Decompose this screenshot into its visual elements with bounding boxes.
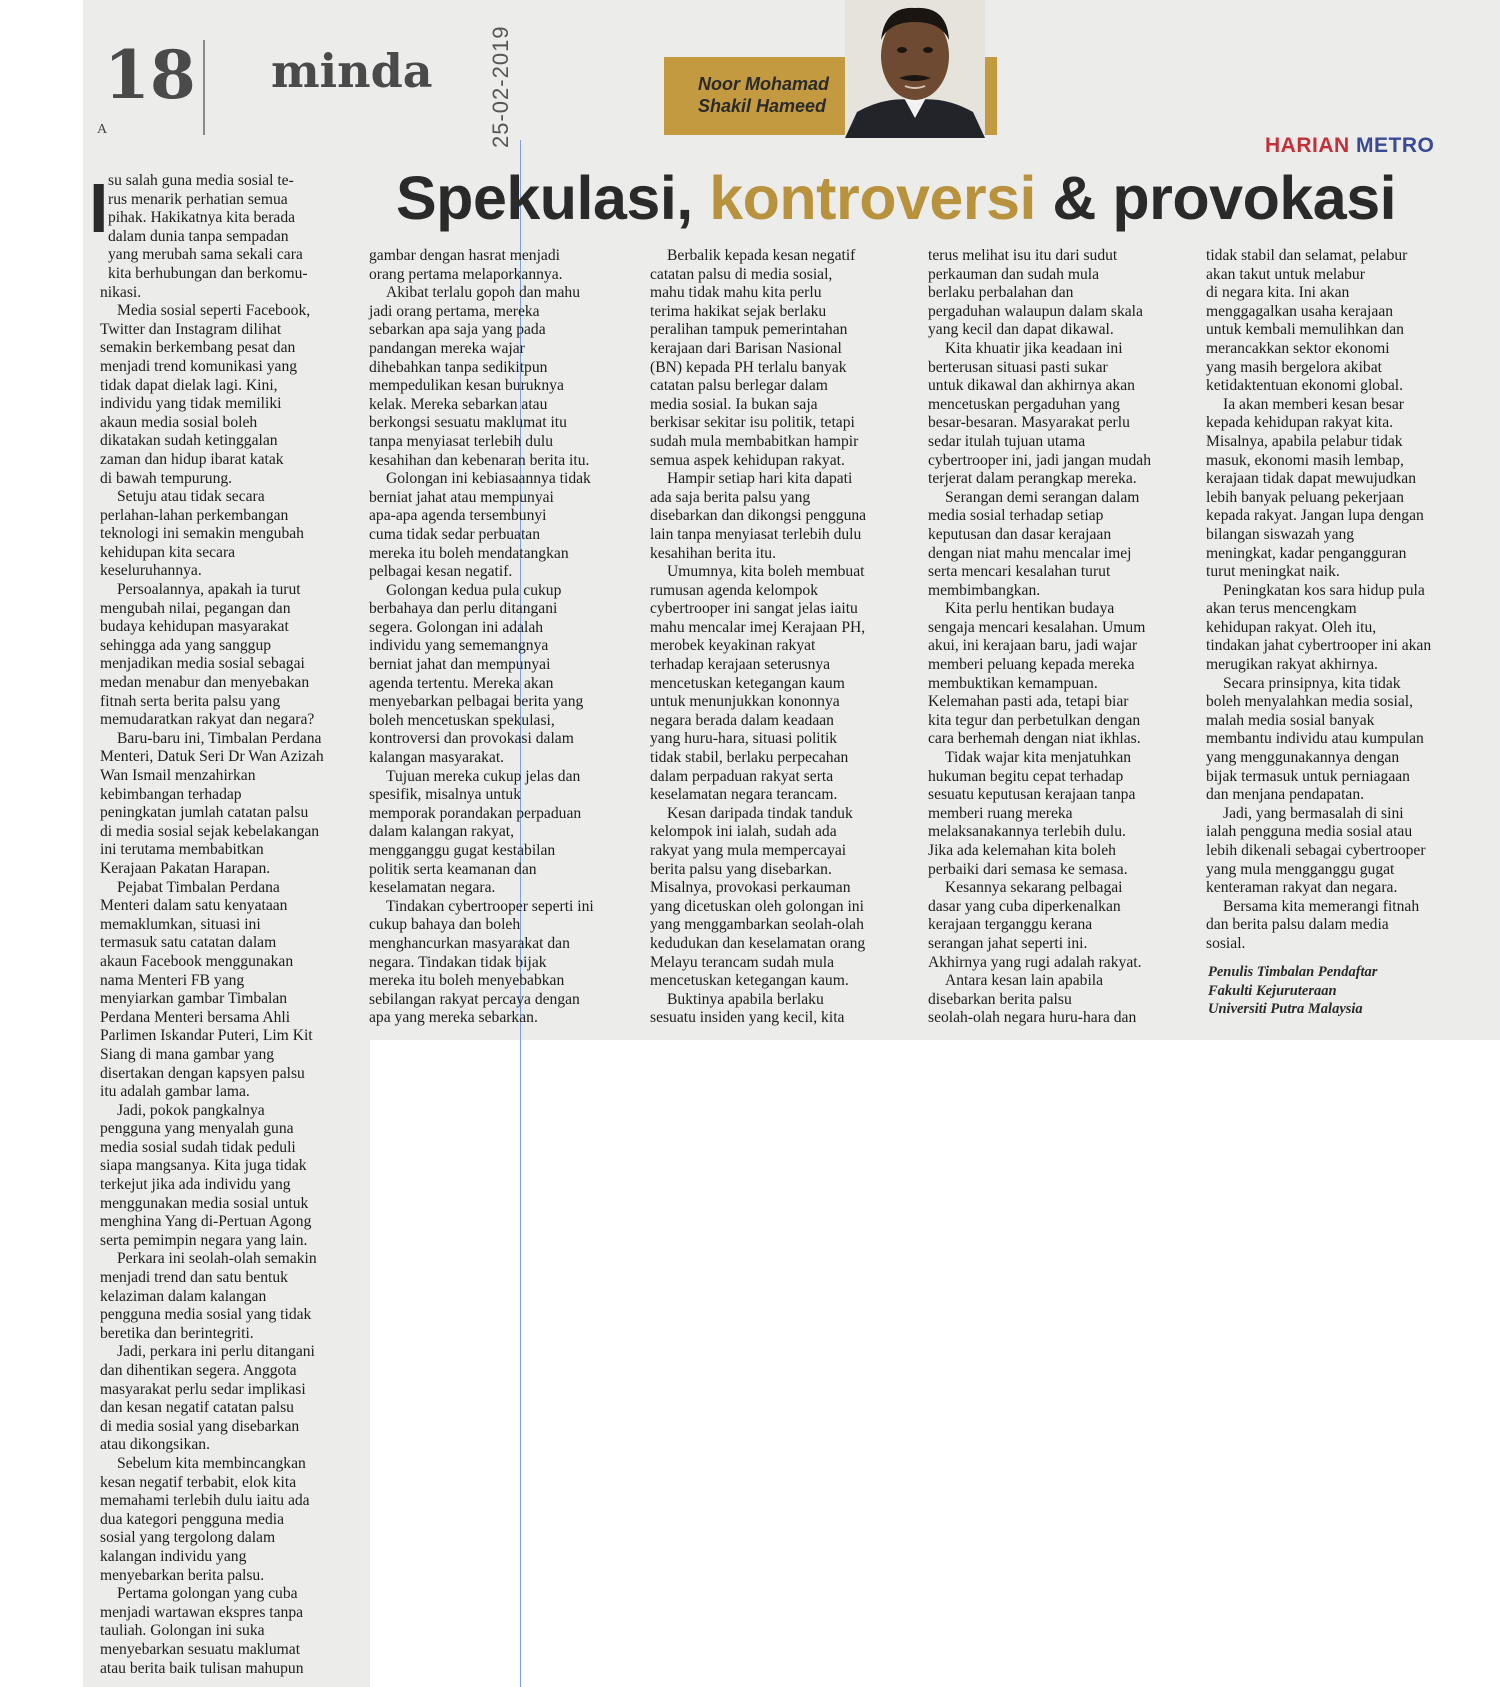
article-line: memaklumkan, situasi ini [100, 915, 261, 933]
article-line: dihebahkan tanpa sedikitpun [369, 358, 548, 376]
article-line: atau dikongsikan. [100, 1436, 211, 1454]
article-line: kehidupan rakyat. Oleh itu, [1206, 618, 1377, 636]
article-line: kedudukan dan keselamatan orang [650, 934, 866, 952]
article-line: su salah guna media sosial te- [108, 172, 294, 189]
article-line: keputusan dan dasar kerajaan [928, 525, 1112, 543]
article-line: menggunakan media sosial untuk [100, 1194, 309, 1212]
article-line: Jadi, perkara ini perlu ditangani [117, 1343, 315, 1361]
article-line: peralihan tampuk pemerintahan [650, 321, 848, 339]
article-line: dengan niat mahu mencalar imej [928, 544, 1132, 562]
article-line: menghina Yang di-Pertuan Agong [100, 1213, 312, 1231]
article-line: Antara kesan lain apabila [945, 972, 1104, 990]
article-line: perbaiki dari semasa ke semasa. [928, 860, 1128, 878]
article-line: pihak. Hakikatnya kita berada [108, 209, 296, 227]
article-line: meningkat, kadar pengangguran [1206, 544, 1407, 562]
article-line: Perdana Menteri bersama Ahli [100, 1008, 291, 1026]
article-line: perkauman dan sudah mula [928, 265, 1100, 283]
article-line: individu yang sememangnya [369, 637, 549, 655]
article-line: media sosial sudah tidak peduli [100, 1138, 296, 1156]
article-line: seolah-olah negara huru-hara dan [928, 1009, 1137, 1027]
article-line: kehidupan kita secara [100, 543, 236, 561]
article-line: tidak stabil dan selamat, pelabur [1206, 247, 1408, 264]
article-line: menghancurkan masyarakat dan [369, 934, 570, 952]
article-line: menjadi trend komunikasi yang [100, 357, 298, 375]
article-line: Akhirnya yang rugi adalah rakyat. [928, 953, 1142, 971]
article-line: Kita khuatir jika keadaan ini [945, 339, 1123, 357]
article-line: boleh menyalahkan media sosial, [1206, 693, 1413, 711]
article-line: terus melihat isu itu dari sudut [928, 247, 1118, 264]
article-line: menggagalkan usaha kerajaan [1206, 302, 1394, 320]
article-line: sosial. [1206, 934, 1246, 952]
headline-part2: kontroversi [709, 164, 1036, 232]
article-line: cybertrooper ini, jadi jangan mudah [928, 451, 1152, 469]
article-line: Kelemahan pasti ada, tetapi biar [928, 693, 1129, 711]
brand-logo-part2: METRO [1356, 134, 1435, 157]
article-line: negara berada dalam keadaan [650, 711, 834, 729]
article-line: Parlimen Iskandar Puteri, Lim Kit [100, 1027, 313, 1045]
article-line: disebarkan dan dikongsi pengguna [650, 507, 867, 525]
article-line: yang menggambarkan seolah-olah [650, 916, 864, 934]
article-line: zaman dan hidup ibarat katak [100, 450, 284, 468]
headline-part1: Spekulasi, [396, 164, 693, 232]
article-line: akaun media sosial boleh [100, 413, 258, 431]
article-line: Siang di mana gambar yang [100, 1045, 275, 1063]
article-line: mengganggu gugat kestabilan [369, 842, 556, 859]
article-line: Pejabat Timbalan Perdana [117, 878, 280, 896]
article-line: Bersama kita memerangi fitnah [1223, 897, 1420, 915]
article-line: untuk dikawal dan akhirnya akan [928, 377, 1135, 395]
article-line: pergaduhan walaupun dalam skala [928, 302, 1143, 320]
article-line: peningkatan jumlah catatan palsu [100, 804, 309, 822]
article-line: bilangan siswazah yang [1206, 525, 1355, 543]
article-line: masuk, ekonomi masih lembap, [1206, 451, 1404, 469]
article-line: turut meningkat naik. [1206, 563, 1340, 581]
print-date: 25-02-2019 [488, 25, 513, 148]
article-line: Menteri, Datuk Seri Dr Wan Azizah [100, 748, 324, 766]
article-line: kesahihan berita itu. [650, 544, 777, 562]
article-line: berlaku perbalahan dan [928, 284, 1074, 302]
article-line: tidak dapat dielak lagi. Kini, [100, 376, 278, 394]
article-line: Kita perlu hentikan budaya [945, 600, 1115, 618]
author-name [698, 73, 829, 117]
article-line: semua aspek kehidupan rakyat. [650, 451, 845, 469]
article-line: beretika dan berintegriti. [100, 1324, 254, 1342]
article-line: kalangan individu yang [100, 1547, 247, 1565]
article-line: tidak stabil, berlaku perpecahan [650, 749, 849, 767]
article-line: siapa mangsanya. Kita juga tidak [100, 1157, 307, 1175]
article-line: negara. Tindakan tidak bijak [369, 953, 547, 971]
author-name-line2: Shakil Hameed [698, 96, 827, 116]
article-line: keselamatan negara. [369, 879, 496, 897]
article-line: disertakan dengan kapsyen palsu [100, 1064, 305, 1082]
article-line: tindakan jahat cybertrooper ini akan [1206, 637, 1432, 655]
article-headline [396, 164, 1397, 232]
article-line: berterusan situasi pasti sukar [928, 358, 1108, 376]
article-line: berkisar sekitar isu politik, tetapi [650, 414, 855, 432]
article-line: tanpa menyiasat terlebih dulu [369, 432, 554, 450]
article-line: kita tegur dan perbetulkan dengan [928, 711, 1141, 729]
article-line: dan berita palsu dalam media [1206, 916, 1389, 934]
article-line: mempedulikan kesan buruknya [369, 377, 564, 395]
article-line: kita berhubungan dan berkomu- [108, 264, 308, 282]
article-line: memberi ruang mereka [928, 804, 1073, 822]
article-line: keselamatan negara terancam. [650, 786, 838, 804]
brand-logo-part1: HARIAN [1265, 134, 1350, 157]
article-line: cara berhemah dengan niat ikhlas. [928, 730, 1141, 748]
article-column-1 [100, 172, 340, 1678]
article-line: kontroversi dan provokasi dalam [369, 730, 574, 748]
article-line: dalam kalangan rakyat, [369, 823, 515, 841]
article-line: keseluruhannya. [100, 562, 202, 580]
article-line: dalam perpaduan rakyat serta [650, 767, 834, 785]
article-line: kelaziman dalam kalangan [100, 1287, 267, 1305]
article-line: agenda tertentu. Mereka akan [369, 674, 554, 692]
article-line: kelak. Mereka sebarkan atau [369, 395, 548, 413]
article-line: merugikan rakyat akhirnya. [1206, 656, 1378, 674]
article-line: akan takut untuk melabur [1206, 265, 1365, 283]
article-line: membuktikan kemampuan. [928, 674, 1098, 692]
article-line: yang kecil dan dapat dikawal. [928, 321, 1114, 339]
article-line: di media sosial sejak kebelakangan [100, 822, 320, 840]
article-line: masyarakat perlu sedar implikasi [100, 1380, 306, 1398]
header-divider [203, 40, 205, 135]
article-line: semakin berkembang pesat dan [100, 339, 296, 357]
article-line: serta mencari kesalahan turut [928, 563, 1111, 581]
article-line: kesahihan dan kebenaran berita itu. [369, 451, 590, 469]
article-line: Ia akan memberi kesan besar [1223, 395, 1404, 413]
article-line: Pertama golongan yang cuba [117, 1585, 298, 1603]
author-name-line1: Noor Mohamad [698, 74, 830, 94]
article-line: memudaratkan rakyat dan negara? [100, 711, 315, 729]
article-line: cuma tidak sedar perbuatan [369, 525, 541, 543]
article-line: sudah mula membabitkan hampir [650, 432, 859, 450]
article-line: Tidak wajar kita menjatuhkan [945, 749, 1132, 767]
article-line: terjerat dalam perangkap mereka. [928, 470, 1137, 488]
article-line: dan dihentikan segera. Anggota [100, 1362, 297, 1379]
article-line: malah media sosial banyak [1206, 711, 1375, 729]
article-line: mereka itu boleh menyebabkan [369, 972, 565, 990]
article-line: Twitter dan Instagram dilihat [100, 320, 282, 338]
article-column-2 [369, 247, 619, 1028]
article-line: Jadi, yang bermasalah di sini [1223, 804, 1404, 822]
article-line: terhadap kerajaan seterusnya [650, 656, 831, 674]
article-line: serangan jahat seperti ini. [928, 934, 1088, 952]
article-line: pengguna media sosial yang tidak [100, 1306, 312, 1324]
article-line: rumusan agenda kelompok [650, 581, 819, 599]
article-line: yang merubah sama sekali cara [108, 246, 303, 264]
article-line: pandangan mereka wajar [369, 339, 525, 357]
article-line: kenteraman rakyat dan negara. [1206, 879, 1398, 897]
article-line: Serangan demi serangan dalam [945, 488, 1140, 506]
article-line: Peningkatan kos sara hidup pula [1223, 581, 1425, 599]
article-line: lebih banyak peluang pekerjaan [1206, 488, 1404, 506]
article-line: Tindakan cybertrooper seperti ini [386, 897, 594, 915]
article-line: Wan Ismail menzahirkan [100, 767, 256, 784]
page-number: 18 [104, 36, 196, 114]
article-line: budaya kehidupan masyarakat [100, 618, 289, 636]
article-line: ada saja berita palsu yang [650, 488, 811, 506]
article-line: (BN) kepada PH terlalu banyak [650, 358, 847, 376]
article-line: mencetuskan pergaduhan yang [928, 395, 1120, 413]
article-line: serta pemimpin negara yang lain. [100, 1231, 308, 1249]
article-line: membimbangkan. [928, 581, 1041, 599]
article-line: dan menjana pendapatan. [1206, 786, 1365, 804]
article-line: teknologi ini semakin mengubah [100, 525, 304, 543]
article-line: Jadi, pokok pangkalnya [117, 1101, 265, 1119]
article-line: apa yang mereka sebarkan. [369, 1009, 538, 1027]
article-line: untuk kembali memulihkan dan [1206, 321, 1404, 339]
article-line: kerajaan dari Barisan Nasional [650, 339, 842, 357]
article-line: mahu tidak mahu kita perlu [650, 284, 822, 302]
article-line: Persoalannya, apakah ia turut [117, 581, 301, 599]
article-line: Kesan daripada tindak tanduk [667, 804, 853, 822]
article-line: perlahan-lahan perkembangan [100, 506, 289, 524]
article-line: dua kategori pengguna media [100, 1510, 285, 1528]
article-line: rus menarik perhatian semua [108, 190, 288, 208]
article-line: kepada kehidupan rakyat kita. [1206, 414, 1394, 432]
article-line: individu yang tidak memiliki [100, 395, 282, 413]
article-line: sosial yang tergolong dalam [100, 1529, 276, 1547]
article-line: dasar yang cuba diperkenalkan [928, 897, 1121, 915]
article-line: dalam dunia tanpa sempadan [108, 227, 289, 245]
article-line: merobek keyakinan rakyat [650, 637, 816, 655]
article-line: sebilangan rakyat percaya dengan [369, 990, 580, 1008]
article-line: sesuatu insiden yang kecil, kita [650, 1009, 845, 1027]
article-line: membantu individu atau kumpulan [1206, 730, 1424, 748]
article-line: mengubah nilai, pegangan dan [100, 599, 291, 617]
article-line: catatan palsu di media sosial, [650, 265, 833, 283]
article-line: berniat jahat dan mempunyai [369, 656, 551, 674]
article-line: nikasi. [100, 283, 142, 301]
article-line: atau berita baik tulisan mahupun [100, 1659, 304, 1677]
article-line: terkejut jika ada individu yang [100, 1176, 291, 1194]
author-photo [845, 0, 985, 138]
article-line: ketidaktentuan ekonomi global. [1206, 377, 1404, 395]
article-line: tauliah. Golongan ini suka [100, 1622, 265, 1640]
article-line: cybertrooper ini sangat jelas iaitu [650, 600, 858, 618]
article-line: orang pertama melaporkannya. [369, 265, 563, 283]
article-line: Kesannya sekarang pelbagai [945, 879, 1123, 897]
article-line: Baru-baru ini, Timbalan Perdana [117, 729, 322, 747]
article-line: akui, ini kerajaan baru, jadi wajar [928, 637, 1138, 655]
article-line: itu adalah gambar lama. [100, 1083, 250, 1101]
article-line: Tujuan mereka cukup jelas dan [386, 767, 581, 785]
article-line: yang huru-hara, situasi politik [650, 730, 838, 748]
article-line: berbahaya dan perlu ditangani [369, 600, 558, 618]
article-line: Buktinya apabila berlaku [667, 990, 824, 1008]
article-line: kebimbangan terhadap [100, 785, 242, 803]
article-line: sengaja mencari kesalahan. Umum [928, 618, 1146, 636]
article-line: akaun Facebook menggunakan [100, 952, 294, 970]
article-line: menyiarkan gambar Timbalan [100, 990, 288, 1008]
article-line: yang menggunakannya dengan [1206, 749, 1400, 767]
article-line: Golongan kedua pula cukup [386, 581, 562, 599]
article-line: menyebarkan sesuatu maklumat [100, 1640, 301, 1658]
article-line: bijak termasuk untuk perniagaan [1206, 767, 1410, 785]
article-line: jadi orang pertama, mereka [369, 302, 540, 320]
article-line: berkongsi sesuatu maklumat itu [369, 414, 567, 432]
article-line: pelbagai kesan negatif. [369, 563, 513, 581]
article-line: sebarkan apa saja yang pada [369, 321, 546, 339]
article-line: sesuatu keputusan kerajaan tanpa [928, 786, 1136, 804]
article-line: besar-besaran. Masyarakat perlu [928, 414, 1130, 432]
article-line: media sosial terhadap setiap [928, 507, 1104, 525]
author-credit [1208, 963, 1377, 1019]
article-line: hukuman begitu cepat terhadap [928, 767, 1124, 785]
drop-cap: I [89, 169, 109, 247]
article-line: akan terus mencengkam [1206, 600, 1357, 618]
page-letter: A [97, 122, 108, 137]
article-line: Jika ada kelemahan kita boleh [928, 842, 1116, 859]
article-line: menyebarkan berita palsu. [100, 1566, 265, 1584]
article-line: Kerajaan Pakatan Harapan. [100, 859, 271, 877]
article-line: Perkara ini seolah-olah semakin [117, 1250, 317, 1268]
article-line: spesifik, misalnya untuk [369, 786, 522, 804]
article-line: di media sosial yang disebarkan [100, 1417, 300, 1435]
article-line: media sosial. Ia bukan saja [650, 395, 818, 413]
article-line: menjadi wartawan ekspres tanpa [100, 1603, 304, 1621]
article-line: kesan negatif terbabit, elok kita [100, 1473, 297, 1491]
article-line: Melayu terancam sudah mula [650, 953, 835, 971]
article-line: yang masih bergelora akibat [1206, 358, 1382, 376]
article-line: fitnah serta berita palsu yang [100, 692, 281, 710]
article-line: rakyat yang mula mempercayai [650, 842, 847, 859]
article-column-4 [928, 247, 1183, 1028]
article-column-5 [1206, 247, 1461, 954]
article-line: Golongan ini kebiasaannya tidak [386, 470, 591, 488]
article-line: di bawah tempurung. [100, 469, 233, 487]
author-credit-line: Penulis Timbalan Pendaftar [1208, 964, 1378, 980]
section-title: minda [271, 44, 433, 98]
article-line: pengguna yang menyalah guna [100, 1120, 294, 1138]
article-line: Menteri dalam satu kenyataan [100, 897, 288, 915]
article-line: lain tanpa menyiasat terlebih dulu [650, 525, 862, 543]
article-line: mahu mencalar imej Kerajaan PH, [650, 618, 866, 636]
article-line: Berbalik kepada kesan negatif [667, 247, 856, 264]
article-line: ini terutama membabitkan [100, 841, 264, 859]
article-line: mereka itu boleh mendatangkan [369, 544, 569, 562]
article-line: disebarkan berita palsu [928, 990, 1072, 1008]
headline-part3: & provokasi [1052, 164, 1397, 232]
author-credit-line: Universiti Putra Malaysia [1208, 1001, 1363, 1017]
author-credit-line: Fakulti Kejuruteraan [1208, 982, 1337, 999]
article-line: Akibat terlalu gopoh dan mahu [386, 284, 581, 302]
article-line: yang dicetuskan oleh golongan ini [650, 897, 864, 915]
article-line: berniat jahat atau mempunyai [369, 488, 554, 506]
article-line: Media sosial seperti Facebook, [117, 302, 311, 320]
article-line: menyebarkan pelbagai berita yang [369, 693, 584, 711]
article-line: menjadikan media sosial sebagai [100, 655, 305, 673]
article-line: memahami terlebih dulu iaitu ada [100, 1492, 310, 1510]
article-line: Sebelum kita membincangkan [117, 1454, 306, 1472]
article-line: medan menabur dan menyebakan [100, 674, 310, 692]
article-line: Secara prinsipnya, kita tidak [1223, 674, 1401, 692]
article-line: politik serta keamanan dan [369, 860, 537, 878]
article-line: untuk menunjukkan kononnya [650, 693, 840, 711]
article-line: Hampir setiap hari kita dapati [667, 470, 853, 488]
article-line: cukup bahaya dan boleh [369, 916, 521, 934]
article-column-3 [650, 247, 900, 1028]
article-line: termasuk satu catatan dalam [100, 934, 277, 952]
article-line: nama Menteri FB yang [100, 971, 245, 989]
article-line: gambar dengan hasrat menjadi [369, 247, 560, 264]
article-line: kerajaan terganggu kerana [928, 916, 1093, 934]
brand-logo [1265, 134, 1434, 158]
article-line: merancakkan sektor ekonomi [1206, 339, 1390, 357]
article-line: catatan palsu berlegar dalam [650, 377, 828, 395]
article-line: menjadi trend dan satu bentuk [100, 1269, 288, 1287]
article-line: segera. Golongan ini adalah [369, 618, 544, 636]
article-line: Setuju atau tidak secara [117, 488, 265, 506]
article-line: sedar itulah tujuan utama [928, 432, 1086, 450]
article-line: boleh mencetuskan spekulasi, [369, 711, 555, 729]
article-line: kalangan masyarakat. [369, 749, 505, 767]
article-line: kepada rakyat. Jangan lupa dengan [1206, 507, 1424, 525]
article-line: berita palsu yang disebarkan. [650, 860, 832, 878]
article-line: kerajaan tidak dapat mewujudkan [1206, 470, 1416, 488]
article-line: apa-apa agenda tersembunyi [369, 507, 547, 525]
article-line: dikatakan sudah ketinggalan [100, 432, 278, 450]
article-line: dan kesan negatif catatan palsu [100, 1399, 294, 1417]
article-line: melaksanakannya terlebih dulu. [928, 823, 1126, 841]
article-line: kelompok ini ialah, sudah ada [650, 823, 837, 841]
article-line: terima hakikat sejak berlaku [650, 302, 827, 320]
article-line: lebih dikenali sebagai cybertrooper [1206, 842, 1426, 859]
article-line: di negara kita. Ini akan [1206, 284, 1350, 302]
article-line: Misalnya, apabila pelabur tidak [1206, 432, 1403, 450]
article-line: memporak porandakan perpaduan [369, 804, 582, 822]
article-line: Misalnya, provokasi perkauman [650, 879, 851, 897]
article-line: sehingga ada yang sanggup [100, 636, 272, 654]
article-line: yang mula mengganggu gugat [1206, 860, 1395, 878]
article-line: mencetuskan ketegangan kaum. [650, 972, 849, 990]
article-line: mencetuskan ketegangan kaum [650, 674, 845, 692]
article-line: ialah pengguna media sosial atau [1206, 823, 1413, 841]
article-line: memberi peluang kepada mereka [928, 656, 1135, 674]
article-line: Umumnya, kita boleh membuat [667, 563, 865, 581]
